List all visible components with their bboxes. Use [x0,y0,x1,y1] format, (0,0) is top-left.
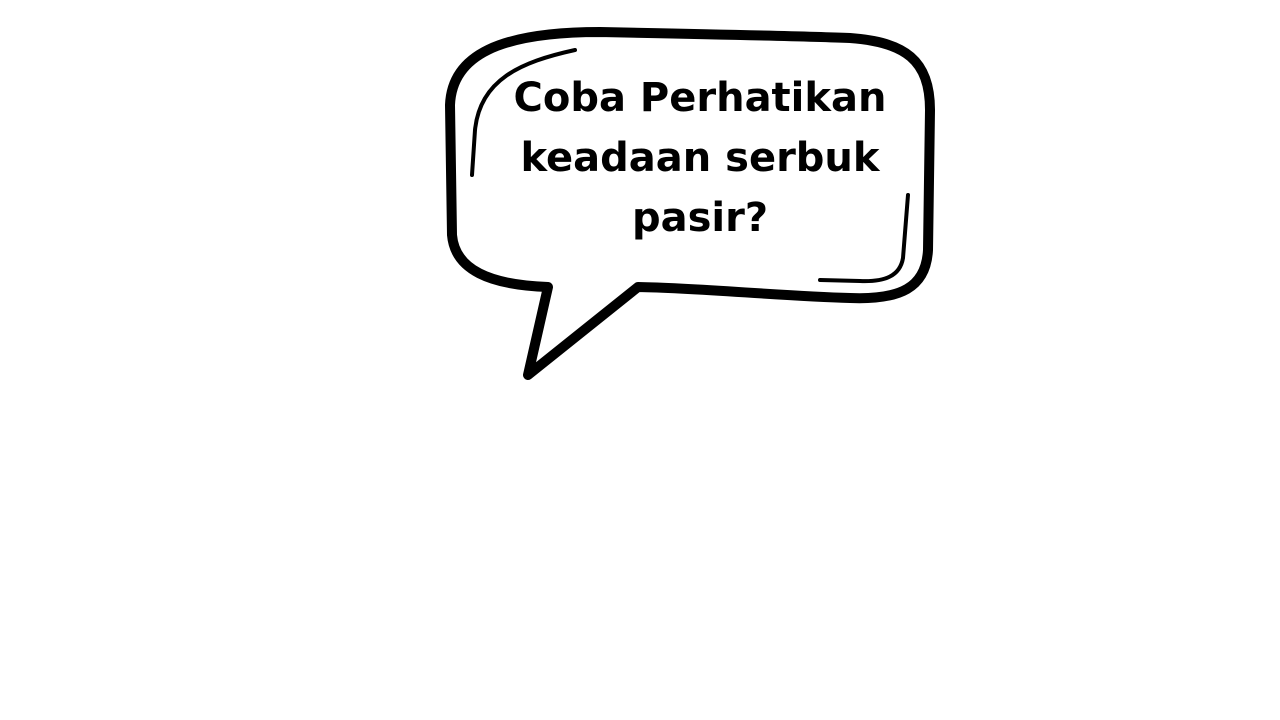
bubble-line-2: keadaan serbuk [520,135,880,181]
speech-bubble-text [480,68,920,248]
bubble-line-1: Coba Perhatikan [513,75,887,121]
bubble-line-3: pasir? [631,195,769,241]
